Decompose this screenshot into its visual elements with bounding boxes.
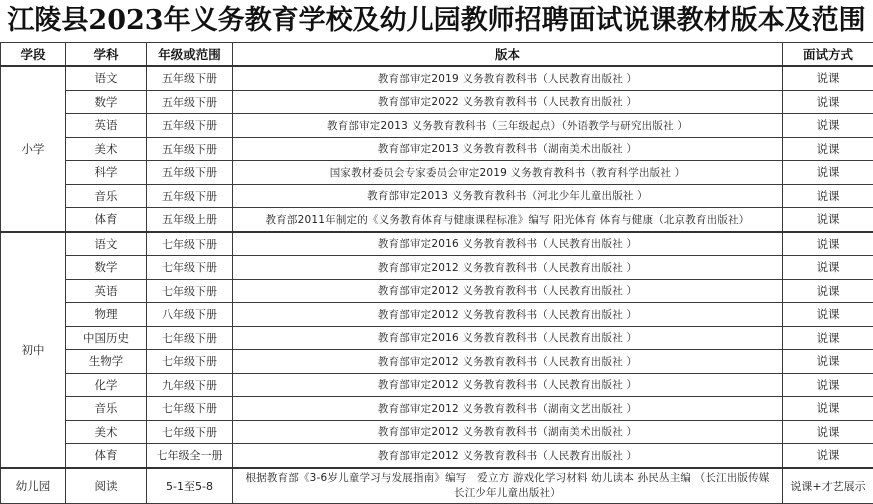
table-row — [1, 303, 873, 327]
edition-cell: 教育部审定2013 义务教育教科书（河北少年儿童出版社 ） — [233, 184, 783, 208]
table-row — [1, 279, 873, 303]
subject-cell: 英语 — [66, 114, 147, 138]
stage-cell-junior-high: 初中 — [1, 232, 66, 468]
grade-cell: 七年级下册 — [147, 350, 233, 374]
document-title: 江陵县2023年义务教育学校及幼儿园教师招聘面试说课教材版本及范围 — [0, 0, 873, 42]
grade-cell: 七年级下册 — [147, 420, 233, 444]
method-cell: 说课 — [783, 303, 873, 327]
table-row — [1, 397, 873, 421]
table-row — [1, 420, 873, 444]
grade-cell: 五年级下册 — [147, 90, 233, 114]
table-row — [1, 161, 873, 185]
method-cell: 说课 — [783, 256, 873, 280]
table-row — [1, 350, 873, 374]
method-cell: 说课 — [783, 66, 873, 90]
textbook-table — [0, 42, 873, 504]
table-row — [1, 208, 873, 232]
edition-cell: 教育部审定2012 义务教育教科书（湖南文艺出版社 ） — [233, 397, 783, 421]
edition-cell: 教育部审定2016 义务教育教科书（人民教育出版社 ） — [233, 232, 783, 256]
header-grade: 年级或范围 — [147, 43, 233, 67]
grade-cell: 五年级下册 — [147, 161, 233, 185]
method-cell: 说课 — [783, 420, 873, 444]
grade-cell: 5-1至5-8 — [147, 468, 233, 504]
grade-cell: 七年级全一册 — [147, 444, 233, 468]
method-cell: 说课+才艺展示 — [783, 468, 873, 504]
method-cell: 说课 — [783, 137, 873, 161]
method-cell: 说课 — [783, 90, 873, 114]
edition-cell: 教育部审定2012 义务教育教科书（人民教育出版社 ） — [233, 279, 783, 303]
stage-cell-primary: 小学 — [1, 66, 66, 232]
edition-cell: 教育部审定2012 义务教育教科书（人民教育出版社 ） — [233, 303, 783, 327]
table-row — [1, 90, 873, 114]
subject-cell: 体育 — [66, 208, 147, 232]
method-cell: 说课 — [783, 114, 873, 138]
grade-cell: 七年级下册 — [147, 256, 233, 280]
method-cell: 说课 — [783, 350, 873, 374]
grade-cell: 五年级下册 — [147, 66, 233, 90]
grade-cell: 五年级上册 — [147, 208, 233, 232]
grade-cell: 五年级下册 — [147, 184, 233, 208]
subject-cell: 阅读 — [66, 468, 147, 504]
subject-cell: 语文 — [66, 66, 147, 90]
stage-cell-kindergarten: 幼儿园 — [1, 468, 66, 504]
table-row — [1, 184, 873, 208]
grade-cell: 五年级下册 — [147, 114, 233, 138]
subject-cell: 英语 — [66, 279, 147, 303]
edition-cell: 教育部审定2016 义务教育教科书（人民教育出版社 ） — [233, 326, 783, 350]
method-cell: 说课 — [783, 326, 873, 350]
edition-cell: 教育部审定2012 义务教育教科书（人民教育出版社 ） — [233, 256, 783, 280]
header-edition: 版本 — [233, 43, 783, 67]
method-cell: 说课 — [783, 397, 873, 421]
subject-cell: 语文 — [66, 232, 147, 256]
method-cell: 说课 — [783, 444, 873, 468]
grade-cell: 九年级下册 — [147, 373, 233, 397]
subject-cell: 物理 — [66, 303, 147, 327]
edition-cell: 教育部审定2022 义务教育教科书（人民教育出版社 ） — [233, 90, 783, 114]
edition-cell: 国家教材委员会专家委员会审定2019 义务教育教科书（教育科学出版社 ） — [233, 161, 783, 185]
subject-cell: 体育 — [66, 444, 147, 468]
edition-cell: 教育部审定2019 义务教育教科书（人民教育出版社 ） — [233, 66, 783, 90]
edition-cell: 教育部审定2012 义务教育教科书（人民教育出版社 ） — [233, 444, 783, 468]
subject-cell: 生物学 — [66, 350, 147, 374]
method-cell: 说课 — [783, 232, 873, 256]
grade-cell: 七年级下册 — [147, 232, 233, 256]
table-row — [1, 326, 873, 350]
header-stage: 学段 — [1, 43, 66, 67]
edition-cell: 教育部审定2012 义务教育教科书（人民教育出版社 ） — [233, 373, 783, 397]
edition-cell: 根据教育部《3-6岁儿童学习与发展指南》编写 爱立方 游戏化学习材料 幼儿读本 孙民丛主编 （长江出版传媒 长江少年儿童出版社） — [233, 468, 783, 504]
grade-cell: 八年级下册 — [147, 303, 233, 327]
table-row — [1, 468, 873, 504]
subject-cell: 化学 — [66, 373, 147, 397]
method-cell: 说课 — [783, 161, 873, 185]
grade-cell: 七年级下册 — [147, 397, 233, 421]
edition-cell: 教育部2011年制定的《义务教育体育与健康课程标准》编写 阳光体育 体育与健康（北京教育出版社） — [233, 208, 783, 232]
edition-cell: 教育部审定2013 义务教育教科书（三年级起点）（外语教学与研究出版社 ） — [233, 114, 783, 138]
method-cell: 说课 — [783, 373, 873, 397]
edition-cell: 教育部审定2012 义务教育教科书（湖南美术出版社 ） — [233, 420, 783, 444]
subject-cell: 音乐 — [66, 184, 147, 208]
table-row — [1, 256, 873, 280]
grade-cell: 七年级下册 — [147, 326, 233, 350]
subject-cell: 科学 — [66, 161, 147, 185]
subject-cell: 美术 — [66, 420, 147, 444]
subject-cell: 数学 — [66, 90, 147, 114]
subject-cell: 中国历史 — [66, 326, 147, 350]
header-subject: 学科 — [66, 43, 147, 67]
edition-cell: 教育部审定2013 义务教育教科书（湖南美术出版社 ） — [233, 137, 783, 161]
method-cell: 说课 — [783, 184, 873, 208]
subject-cell: 美术 — [66, 137, 147, 161]
table-row — [1, 232, 873, 256]
method-cell: 说课 — [783, 208, 873, 232]
method-cell: 说课 — [783, 279, 873, 303]
header-method: 面试方式 — [783, 43, 873, 67]
grade-cell: 七年级下册 — [147, 279, 233, 303]
table-row — [1, 114, 873, 138]
edition-cell: 教育部审定2012 义务教育教科书（人民教育出版社 ） — [233, 350, 783, 374]
grade-cell: 五年级下册 — [147, 137, 233, 161]
table-row — [1, 66, 873, 90]
table-row — [1, 373, 873, 397]
header-row — [1, 43, 873, 67]
table-row — [1, 444, 873, 468]
subject-cell: 音乐 — [66, 397, 147, 421]
table-row — [1, 137, 873, 161]
subject-cell: 数学 — [66, 256, 147, 280]
